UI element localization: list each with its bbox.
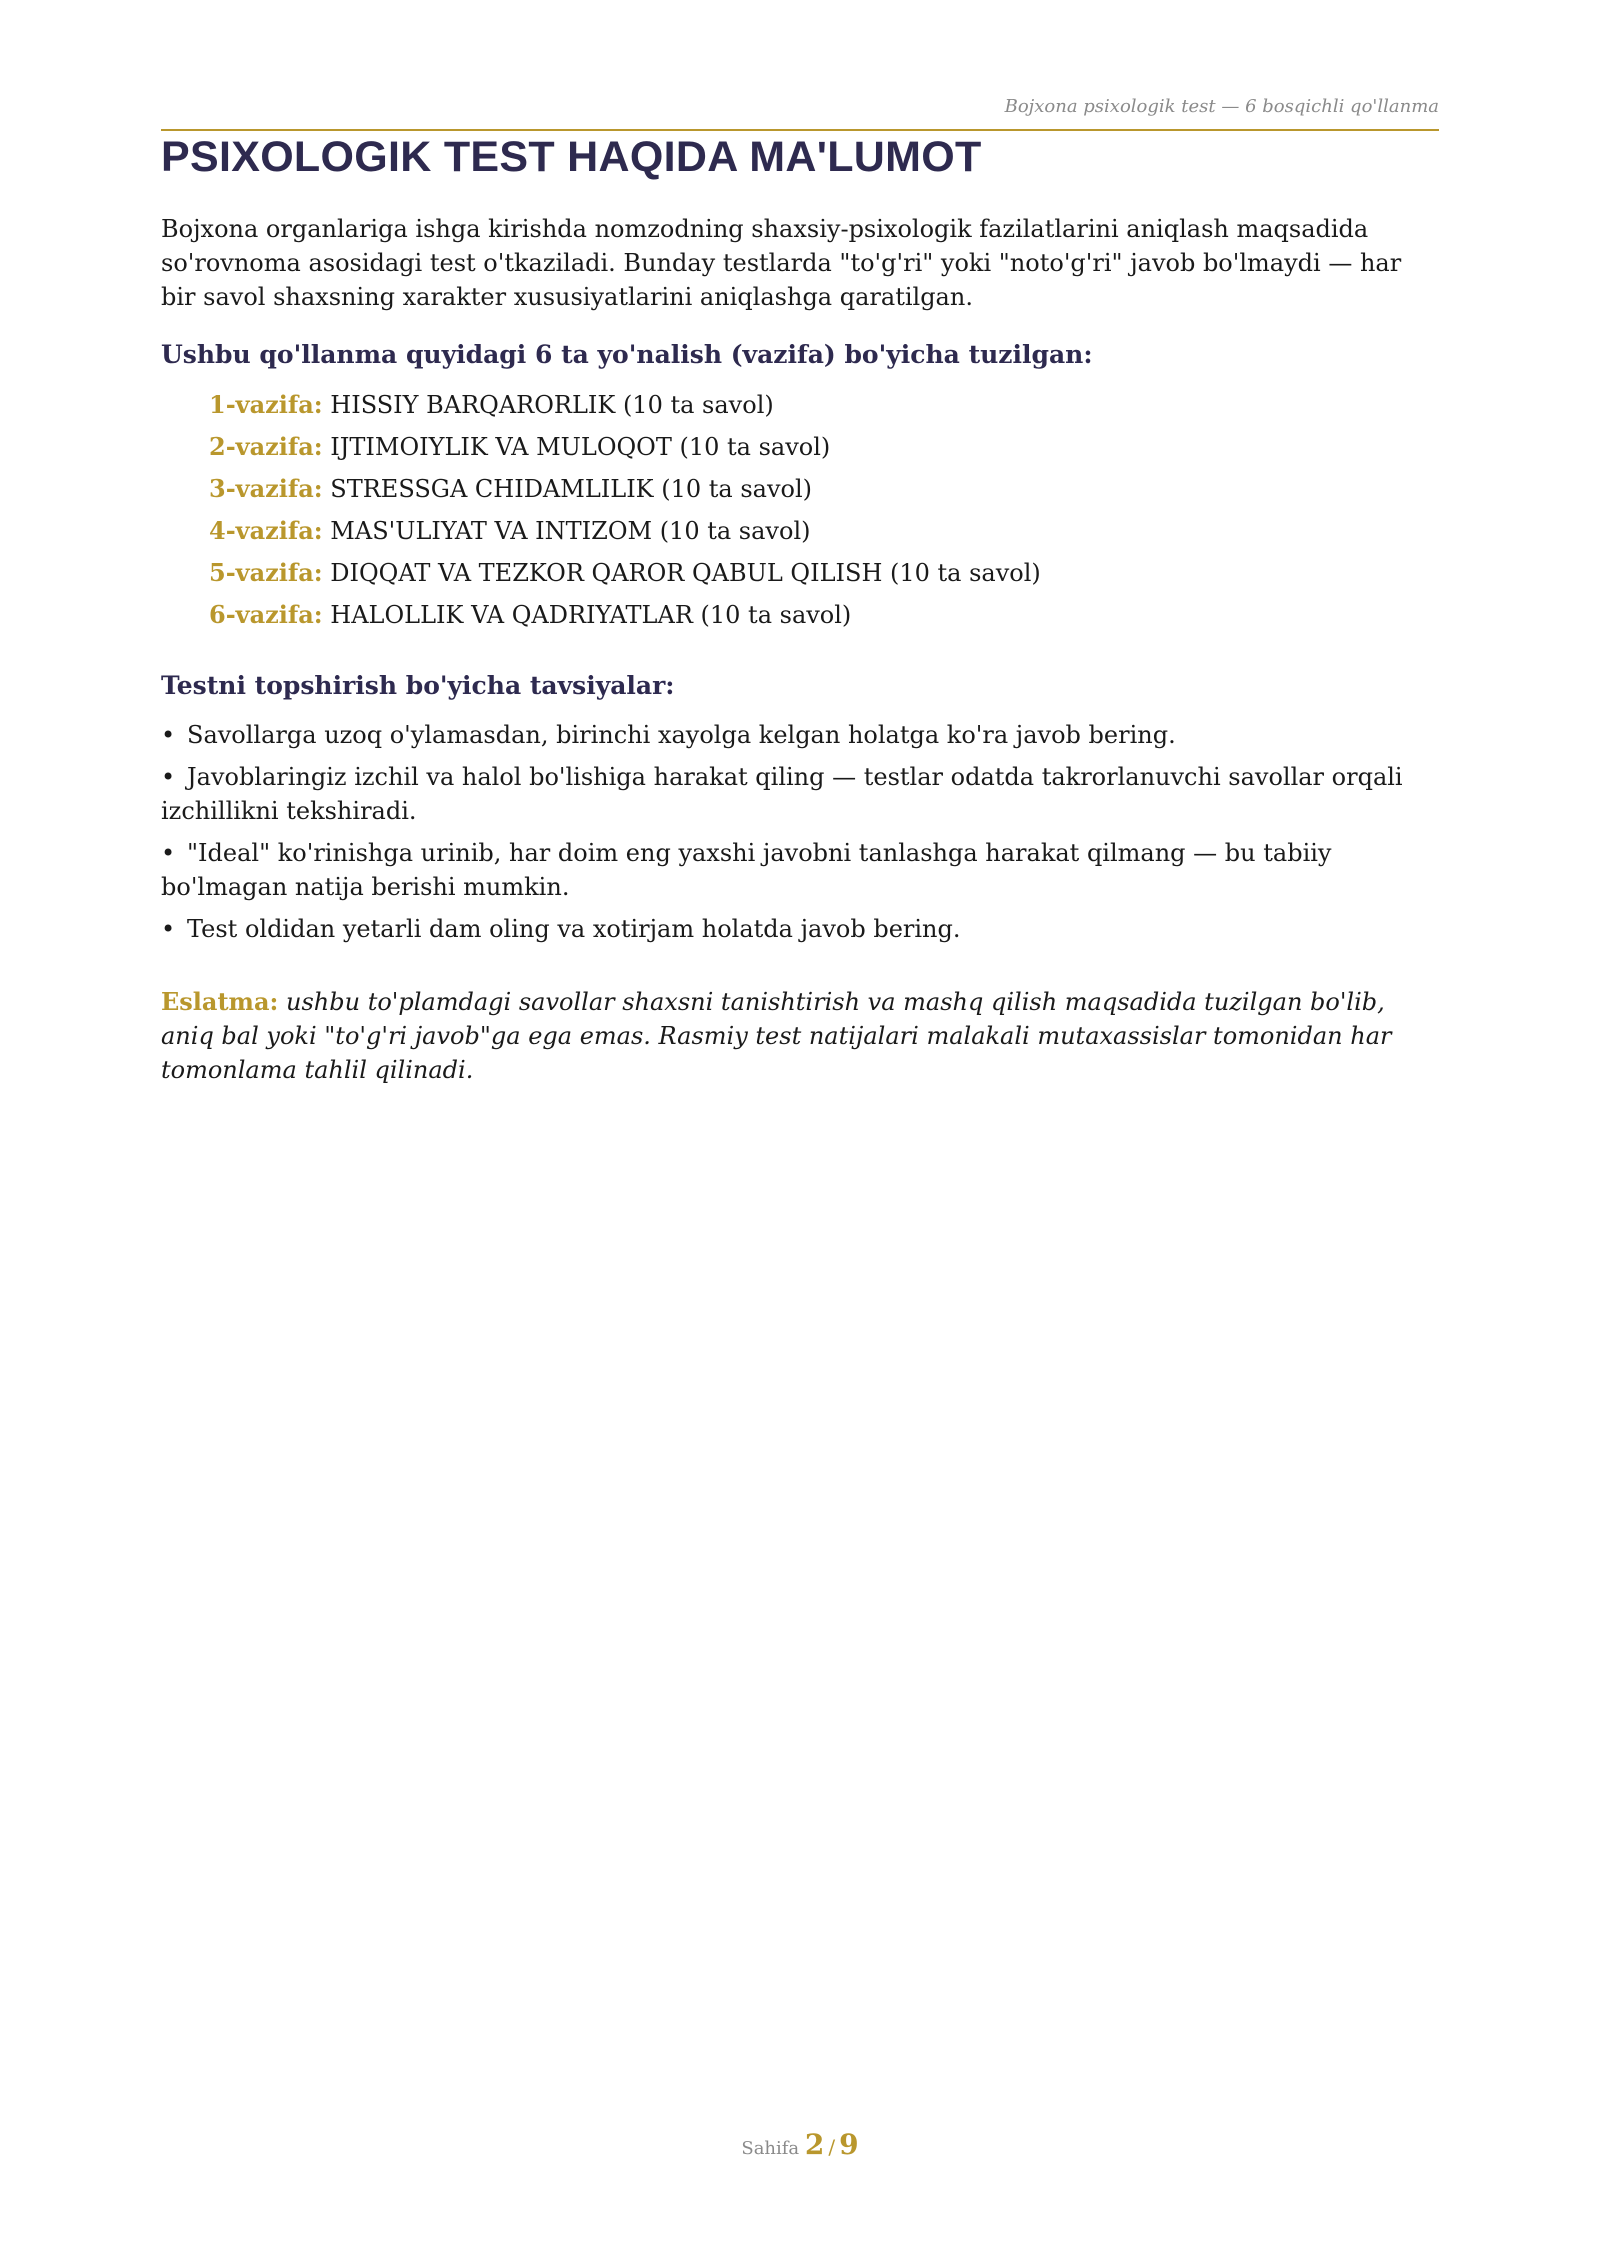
tip-text: Javoblaringiz izchil va halol bo'lishiga harakat qiling — testlar odatda takrorlanuvchi savollar orqali izchillikni tekshiradi. <box>161 763 1403 825</box>
note-text: ushbu to'plamdagi savollar shaxsni tanishtirish va mashq qilish maqsadida tuzilgan bo'lib, aniq bal yoki "to'g'ri javob"ga ega emas. Rasmiy test natijalari malakali mutaxassislar tomonidan har tomonlama tahlil qilinadi. <box>161 988 1392 1084</box>
task-tag: 1-vazifa: <box>209 390 323 419</box>
task-text: HISSIY BARQARORLIK (10 ta savol) <box>330 391 774 419</box>
tip-item <box>161 718 1439 752</box>
note-paragraph <box>161 985 1439 1087</box>
page-title: PSIXOLOGIK TEST HAQIDA MA'LUMOT <box>161 133 982 181</box>
task-list <box>209 384 1041 636</box>
tip-item <box>161 912 1439 946</box>
bullet-icon: • <box>161 763 176 791</box>
task-tag: 6-vazifa: <box>209 600 323 629</box>
task-item <box>209 510 1041 552</box>
note-label: Eslatma: <box>161 987 279 1016</box>
page-footer <box>161 2128 1439 2161</box>
task-tag: 3-vazifa: <box>209 474 323 503</box>
task-item <box>209 594 1041 636</box>
document-page <box>161 0 1439 2262</box>
bullet-icon: • <box>161 839 176 867</box>
task-tag: 5-vazifa: <box>209 558 323 587</box>
tip-text: "Ideal" ko'rinishga urinib, har doim eng yaxshi javobni tanlashga harakat qilmang — bu tabiiy bo'lmagan natija berishi mumkin. <box>161 839 1332 901</box>
task-text: MAS'ULIYAT VA INTIZOM (10 ta savol) <box>330 517 811 545</box>
tip-text: Test oldidan yetarli dam oling va xotirjam holatda javob bering. <box>187 915 961 943</box>
task-tag: 4-vazifa: <box>209 516 323 545</box>
structure-heading: Ushbu qo'llanma quyidagi 6 ta yo'nalish (vazifa) bo'yicha tuzilgan: <box>161 340 1093 369</box>
task-item <box>209 384 1041 426</box>
task-item <box>209 426 1041 468</box>
header-divider <box>161 129 1439 131</box>
tip-item <box>161 836 1439 904</box>
task-text: IJTIMOIYLIK VA MULOQOT (10 ta savol) <box>330 433 831 461</box>
page-separator: / <box>828 2135 836 2159</box>
task-item <box>209 468 1041 510</box>
tip-item <box>161 760 1439 828</box>
task-item <box>209 552 1041 594</box>
task-text: DIQQAT VA TEZKOR QAROR QABUL QILISH (10 ta savol) <box>330 559 1041 587</box>
task-text: STRESSGA CHIDAMLILIK (10 ta savol) <box>330 475 813 503</box>
task-tag: 2-vazifa: <box>209 432 323 461</box>
current-page-number: 2 <box>804 2128 825 2161</box>
tip-text: Savollarga uzoq o'ylamasdan, birinchi xayolga kelgan holatga ko'ra javob bering. <box>187 721 1176 749</box>
tips-list <box>161 718 1439 954</box>
task-text: HALOLLIK VA QADRIYATLAR (10 ta savol) <box>330 601 852 629</box>
bullet-icon: • <box>161 915 176 943</box>
running-header: Bojxona psixologik test — 6 bosqichli qo'llanma <box>1004 96 1439 117</box>
total-pages-number: 9 <box>839 2128 859 2161</box>
tips-heading: Testni topshirish bo'yicha tavsiyalar: <box>161 671 675 700</box>
page-label: Sahifa <box>741 2138 800 2159</box>
bullet-icon: • <box>161 721 176 749</box>
intro-paragraph: Bojxona organlariga ishga kirishda nomzodning shaxsiy-psixologik fazilatlarini aniqlash maqsadida so'rovnoma asosidagi test o'tkaziladi. Bunday testlarda "to'g'ri" yoki "noto'g'ri" javob bo'lmaydi — har bir savol shaxsning xarakter xususiyatlarini aniqlashga qaratilgan. <box>161 215 1402 311</box>
